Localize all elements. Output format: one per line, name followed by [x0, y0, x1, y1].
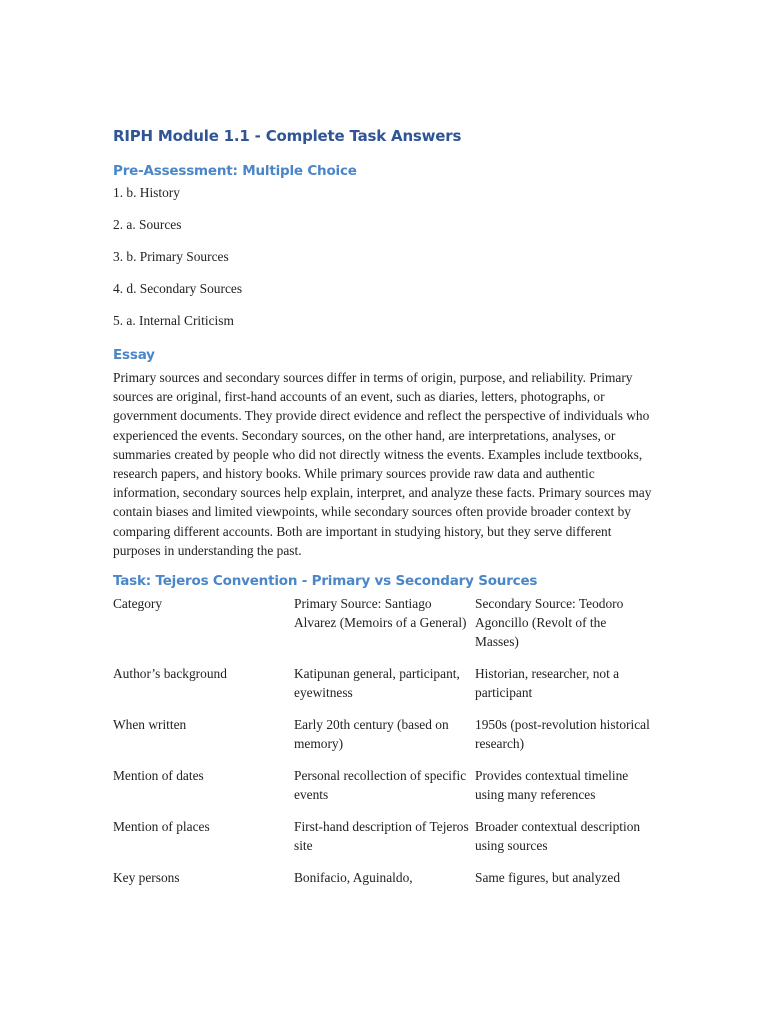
table-cell: Personal recollection of specific events [294, 767, 467, 803]
table-cell: First-hand description of Tejeros site [294, 818, 469, 854]
answer-item: 5. a. Internal Criticism [113, 313, 234, 328]
document-title: RIPH Module 1.1 - Complete Task Answers [113, 127, 462, 145]
comparison-table [113, 594, 653, 899]
pre-assessment-heading: Pre-Assessment: Multiple Choice [113, 163, 357, 179]
answer-list [113, 183, 653, 333]
table-cell: Key persons [113, 869, 180, 885]
table-header-cell: Category [113, 596, 163, 612]
table-cell: Katipunan general, participant, eyewitness [294, 666, 460, 701]
table-cell: Same figures, but analyzed [475, 869, 621, 885]
answer-item: 2. a. Sources [113, 217, 182, 232]
table-row [113, 664, 653, 715]
table-header-cell: Secondary Source: Teodoro Agoncillo (Revolt of the Masses) [475, 596, 624, 650]
table-cell: Bonifacio, Aguinaldo, [294, 869, 413, 885]
table-cell: Mention of dates [113, 767, 204, 783]
table-row [113, 715, 653, 766]
answer-item: 4. d. Secondary Sources [113, 281, 243, 296]
essay-heading: Essay [113, 347, 155, 363]
table-row [113, 766, 653, 817]
table-header-row [113, 594, 653, 664]
table-header-cell: Primary Source: Santiago Alvarez (Memoirs of a General) [294, 596, 467, 631]
essay-paragraph: Primary sources and secondary sources differ in terms of origin, purpose, and reliability. Primary sources are original, first-hand accounts of an event, such as diaries, letters, photographs, or government documents. They provide direct evidence and reflect the perspective of individuals who experienced the events. Secondary sources, on the other hand, are interpretations, analyses, or summaries created by people who did not directly witness the events. Examples include textbooks, research papers, and history books. While primary sources provide raw data and authentic information, secondary sources help explain, interpret, and analyze these facts. Primary sources may contain biases and limited viewpoints, while secondary sources often provide broader context by comparing different accounts. Both are important in studying history, but they serve different purposes in understanding the past. [113, 370, 652, 558]
table-cell: When written [113, 717, 187, 733]
table-cell: Broader contextual description using sources [475, 818, 641, 854]
answer-item: 3. b. Primary Sources [113, 249, 229, 264]
answer-item: 1. b. History [113, 185, 180, 200]
table-cell: 1950s (post-revolution historical research) [475, 717, 650, 752]
table-cell: Mention of places [113, 818, 210, 834]
table-cell: Provides contextual timeline using many references [475, 767, 629, 803]
table-cell: Early 20th century (based on memory) [294, 717, 449, 752]
table-cell: Historian, researcher, not a participant [475, 666, 620, 701]
table-row [113, 817, 653, 868]
table-row [113, 868, 653, 900]
task-heading: Task: Tejeros Convention - Primary vs Secondary Sources [113, 573, 538, 590]
document-content [113, 124, 653, 899]
table-cell: Author’s background [113, 666, 227, 682]
